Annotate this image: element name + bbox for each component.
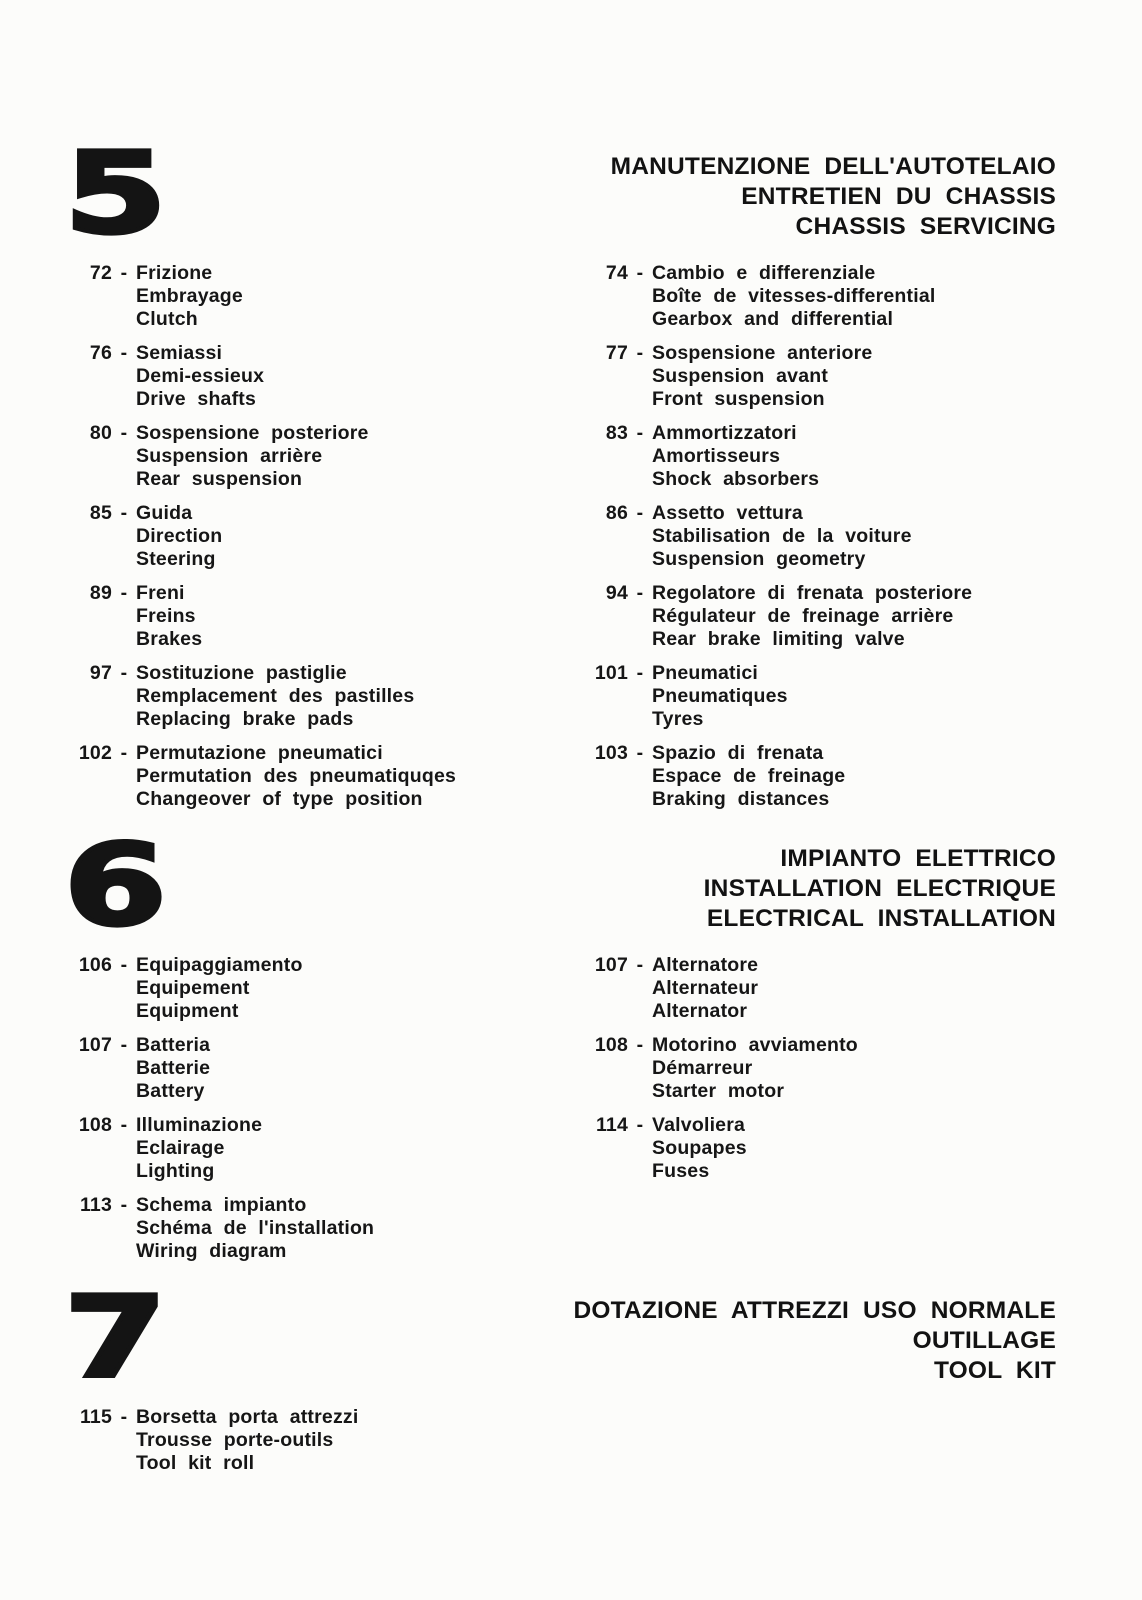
entry-title-french: Direction [136,525,223,547]
section-number: 7 [64,1273,167,1403]
entry-page-number: 106 [78,954,112,976]
section-title-block [574,1294,1057,1386]
entry-title-italian: Borsetta porta attrezzi [136,1406,359,1428]
entry-title-italian: Regolatore di frenata posteriore [652,582,973,604]
toc-entry [580,662,1056,731]
toc-entry [64,742,580,811]
entry-title-block [136,582,580,651]
entry-title-french: Demi-essieux [136,365,265,387]
entry-title-french: Embrayage [136,285,243,307]
toc-entry [64,954,580,1023]
entry-title-english: Suspension geometry [652,548,866,570]
entry-title-french: Boîte de vitesses-differential [652,285,936,307]
entry-title-french: Espace de freinage [652,765,846,787]
entry-title-italian: Batteria [136,1034,211,1056]
toc-entry [64,422,580,491]
entry-title-french: Trousse porte-outils [136,1429,334,1451]
entry-page-number: 114 [595,1114,628,1136]
entry-page-number: 86 [605,502,628,524]
toc-entry [580,342,1056,411]
section-title-line: CHASSIS SERVICING [795,213,1056,240]
left-column [64,1406,580,1486]
entry-page-number: 101 [594,662,628,684]
entry-title-english: Rear brake limiting valve [652,628,905,650]
entry-page-number: 107 [594,954,628,976]
section-title-block [704,842,1056,934]
toc-entry [580,262,1056,331]
entry-title-block [652,502,1056,571]
section-title-line: OUTILLAGE [912,1327,1056,1354]
entry-separator-dash: - [636,502,644,524]
entry-title-italian: Sostituzione pastiglie [136,662,347,684]
entry-separator-dash: - [120,502,128,524]
entry-separator-dash: - [120,1114,128,1136]
entry-title-french: Régulateur de freinage arrière [652,605,954,627]
entry-title-block [652,422,1056,491]
entry-page-number: 108 [594,1034,628,1056]
toc-entry [64,582,580,651]
entry-title-french: Suspension avant [652,365,829,387]
entry-title-french: Alternateur [652,977,759,999]
entry-title-english: Shock absorbers [652,468,820,490]
entry-title-block [136,342,580,411]
entry-page-number: 83 [605,422,628,444]
toc-sections-container [64,129,1056,1486]
entry-title-english: Drive shafts [136,388,257,410]
entry-page-number: 115 [79,1406,112,1428]
entry-title-french: Démarreur [652,1057,753,1079]
section-title-line: IMPIANTO ELETTRICO [780,845,1056,872]
section-title-line: MANUTENZIONE DELL'AUTOTELAIO [610,153,1056,180]
toc-entry [580,502,1056,571]
entry-title-italian: Assetto vettura [652,502,803,524]
entry-page-number: 85 [89,502,112,524]
entry-title-italian: Motorino avviamento [652,1034,858,1056]
entry-title-italian: Cambio e differenziale [652,262,876,284]
entry-separator-dash: - [636,1114,644,1136]
toc-entry [64,1406,580,1475]
toc-entry [64,502,580,571]
entry-separator-dash: - [636,262,644,284]
section-title-line: ELECTRICAL INSTALLATION [706,905,1056,932]
entry-title-french: Soupapes [652,1137,747,1159]
entry-title-english: Tool kit roll [136,1452,255,1474]
toc-entry [580,1114,1056,1183]
entry-title-french: Equipement [136,977,250,999]
entry-title-block [652,662,1056,731]
entry-title-italian: Guida [136,502,193,524]
section-title-block [611,150,1056,242]
entry-title-block [652,1114,1056,1183]
entry-separator-dash: - [120,1194,128,1216]
entry-title-english: Gearbox and differential [652,308,894,330]
toc-section-7 [64,1273,1056,1486]
right-column [580,1406,1056,1486]
section-columns [64,1406,1056,1486]
entry-title-block [652,954,1056,1023]
toc-entry [580,582,1056,651]
entry-title-french: Stabilisation de la voiture [652,525,912,547]
entry-page-number: 77 [605,342,628,364]
entry-page-number: 72 [89,262,112,284]
section-header [64,129,1056,259]
section-header [64,821,1056,951]
entry-title-block [652,742,1056,811]
entry-title-french: Pneumatiques [652,685,788,707]
entry-separator-dash: - [120,582,128,604]
toc-entry [580,422,1056,491]
entry-title-block [136,422,580,491]
toc-entry [580,742,1056,811]
section-title-line: ENTRETIEN DU CHASSIS [741,183,1056,210]
entry-separator-dash: - [120,662,128,684]
section-header [64,1273,1056,1403]
toc-entry [64,1194,580,1263]
entry-title-english: Fuses [652,1160,710,1182]
entry-title-italian: Alternatore [652,954,759,976]
entry-title-english: Braking distances [652,788,830,810]
entry-title-block [136,1194,580,1263]
entry-separator-dash: - [120,1406,128,1428]
entry-title-english: Starter motor [652,1080,785,1102]
toc-section-5 [64,129,1056,822]
entry-title-italian: Sospensione posteriore [136,422,369,444]
entry-title-english: Lighting [136,1160,215,1182]
entry-page-number: 97 [89,662,112,684]
entry-title-english: Changeover of type position [136,788,423,810]
entry-title-english: Steering [136,548,216,570]
entry-title-block [136,502,580,571]
section-number: 6 [64,821,167,951]
toc-entry [64,262,580,331]
entry-title-block [136,954,580,1023]
entry-title-french: Batterie [136,1057,211,1079]
right-column [580,262,1056,822]
entry-separator-dash: - [636,342,644,364]
entry-page-number: 103 [594,742,628,764]
entry-title-italian: Sospensione anteriore [652,342,873,364]
entry-title-italian: Permutazione pneumatici [136,742,383,764]
entry-title-italian: Ammortizzatori [652,422,797,444]
entry-title-french: Amortisseurs [652,445,781,467]
entry-page-number: 108 [78,1114,112,1136]
entry-title-block [136,662,580,731]
entry-page-number: 74 [605,262,628,284]
toc-entry [64,1114,580,1183]
entry-title-french: Freins [136,605,196,627]
entry-separator-dash: - [636,742,644,764]
entry-title-block [136,1114,580,1183]
entry-title-english: Wiring diagram [136,1240,287,1262]
entry-title-block [652,262,1056,331]
entry-page-number: 89 [89,582,112,604]
entry-separator-dash: - [120,422,128,444]
entry-title-block [652,342,1056,411]
section-number: 5 [64,129,167,259]
entry-title-block [136,1034,580,1103]
entry-title-english: Brakes [136,628,203,650]
entry-title-english: Front suspension [652,388,825,410]
section-columns [64,262,1056,822]
entry-title-english: Alternator [652,1000,748,1022]
entry-title-italian: Illuminazione [136,1114,263,1136]
entry-title-english: Clutch [136,308,198,330]
section-title-line: INSTALLATION ELECTRIQUE [703,875,1056,902]
entry-title-italian: Valvoliera [652,1114,746,1136]
entry-title-block [136,262,580,331]
entry-page-number: 76 [89,342,112,364]
entry-title-french: Permutation des pneumatiquqes [136,765,457,787]
section-title-line: DOTAZIONE ATTREZZI USO NORMALE [573,1297,1056,1324]
left-column [64,954,580,1274]
entry-title-block [652,1034,1056,1103]
entry-separator-dash: - [120,262,128,284]
entry-title-english: Equipment [136,1000,239,1022]
toc-section-6 [64,821,1056,1274]
entry-separator-dash: - [120,954,128,976]
entry-title-french: Remplacement des pastilles [136,685,415,707]
toc-entry [64,342,580,411]
entry-page-number: 113 [79,1194,112,1216]
entry-title-english: Battery [136,1080,205,1102]
toc-entry [580,954,1056,1023]
entry-page-number: 94 [605,582,628,604]
entry-separator-dash: - [636,954,644,976]
entry-title-french: Suspension arrière [136,445,323,467]
entry-page-number: 107 [78,1034,112,1056]
right-column [580,954,1056,1274]
left-column [64,262,580,822]
entry-page-number: 102 [78,742,112,764]
toc-entry [580,1034,1056,1103]
section-columns [64,954,1056,1274]
entry-title-block [136,1406,580,1475]
entry-separator-dash: - [636,422,644,444]
toc-entry [64,662,580,731]
entry-title-italian: Equipaggiamento [136,954,303,976]
entry-separator-dash: - [636,582,644,604]
section-title-line: TOOL KIT [933,1357,1056,1384]
entry-title-english: Replacing brake pads [136,708,354,730]
entry-title-french: Schéma de l'installation [136,1217,375,1239]
toc-entry [64,1034,580,1103]
entry-separator-dash: - [120,742,128,764]
entry-title-italian: Frizione [136,262,213,284]
entry-separator-dash: - [636,1034,644,1056]
entry-title-italian: Pneumatici [652,662,759,684]
entry-title-italian: Freni [136,582,185,604]
entry-title-italian: Semiassi [136,342,223,364]
entry-title-french: Eclairage [136,1137,225,1159]
entry-title-italian: Schema impianto [136,1194,307,1216]
entry-title-block [136,742,580,811]
entry-title-english: Rear suspension [136,468,303,490]
entry-title-italian: Spazio di frenata [652,742,824,764]
entry-separator-dash: - [120,1034,128,1056]
entry-title-english: Tyres [652,708,704,730]
entry-separator-dash: - [636,662,644,684]
entry-page-number: 80 [89,422,112,444]
entry-separator-dash: - [120,342,128,364]
entry-title-block [652,582,1056,651]
